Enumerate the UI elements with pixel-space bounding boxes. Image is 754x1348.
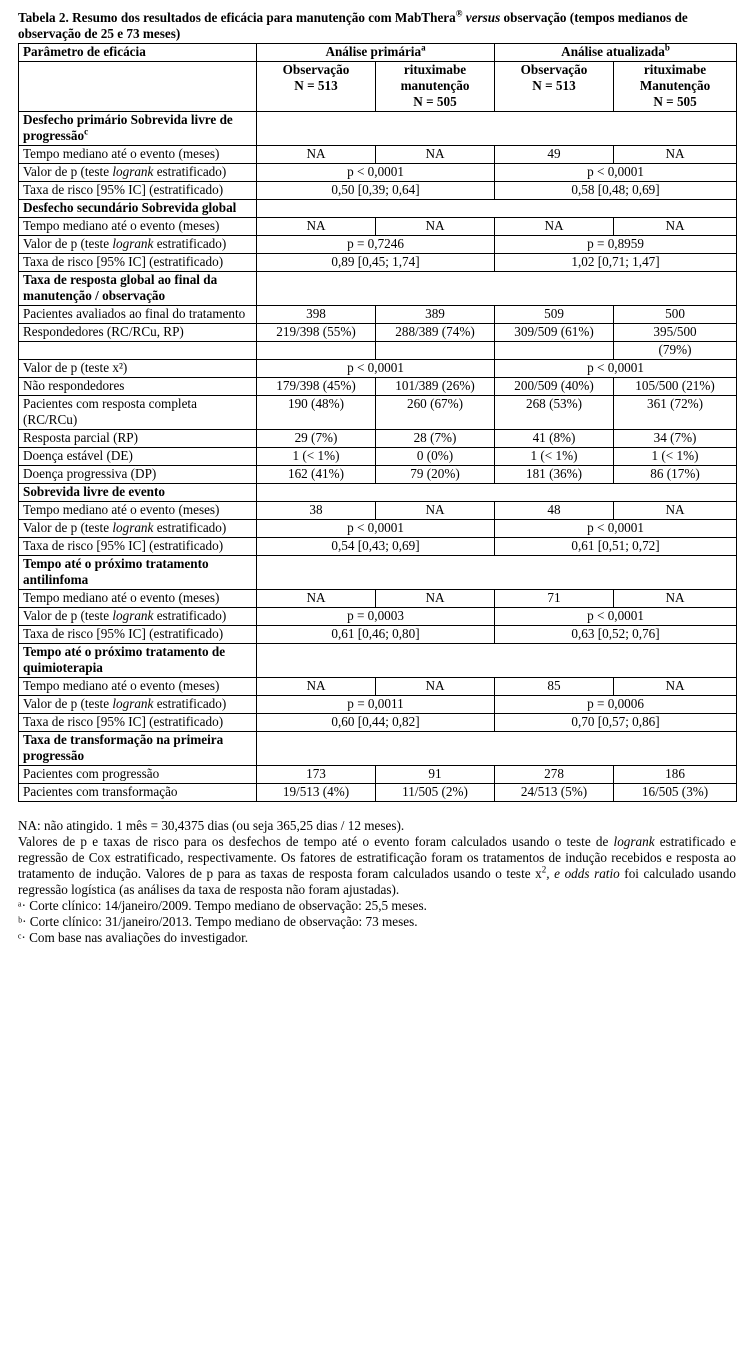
label-text: Pacientes com progressão (23, 766, 160, 781)
merged-value-cell: p < 0,0001 (495, 608, 737, 626)
caption-registered-mark: ® (455, 8, 463, 19)
section-label (19, 112, 257, 146)
value-cell: 268 (53%) (495, 396, 614, 430)
value-cell: NA (257, 678, 376, 696)
label-italic: logrank (112, 608, 154, 623)
label-italic: logrank (112, 236, 154, 251)
section-row (19, 112, 737, 146)
parameter-label (19, 538, 257, 556)
parameter-label (19, 608, 257, 626)
value-cell: 11/505 (2%) (376, 784, 495, 802)
table-row (19, 396, 737, 430)
value-cell: NA (614, 146, 737, 164)
value-cell: 200/509 (40%) (495, 378, 614, 396)
value-cell: 34 (7%) (614, 430, 737, 448)
value-cell: NA (376, 502, 495, 520)
section-label (19, 556, 257, 590)
footnote-na: NA: não atingido. 1 mês = 30,4375 dias (ou seja 365,25 dias / 12 meses). (18, 818, 405, 833)
merged-value-cell: 0,61 [0,46; 0,80] (257, 626, 495, 644)
merged-value-cell: 0,63 [0,52; 0,76] (495, 626, 737, 644)
section-empty-cell (257, 644, 737, 678)
value-cell: 85 (495, 678, 614, 696)
parameter-label (19, 696, 257, 714)
parameter-label (19, 146, 257, 164)
merged-value-cell: 0,50 [0,39; 0,64] (257, 182, 495, 200)
footnote-b: ᵇ· Corte clínico: 31/janeiro/2013. Tempo mediano de observação: 73 meses. (18, 914, 418, 929)
table-row (19, 378, 737, 396)
parameter-label (19, 714, 257, 732)
header-rit-updated (614, 62, 737, 112)
merged-value-cell: 0,70 [0,57; 0,86] (495, 714, 737, 732)
table-row (19, 714, 737, 732)
value-cell: 71 (495, 590, 614, 608)
value-cell: NA (614, 218, 737, 236)
value-cell: 186 (614, 766, 737, 784)
header-obs-updated-l2: N = 513 (532, 78, 576, 93)
table-row (19, 448, 737, 466)
caption-part1: Tabela 2. Resumo dos resultados de eficácia para manutenção com MabThera (18, 10, 456, 25)
header-updated-sup: b (664, 42, 670, 53)
header-rit-updated-l2: Manutenção (639, 78, 711, 93)
label-text: Desfecho secundário Sobrevida global (23, 200, 237, 215)
value-cell (257, 342, 376, 360)
value-cell: 162 (41%) (257, 466, 376, 484)
parameter-label (19, 324, 257, 342)
label-text: estratificado) (153, 520, 227, 535)
header-rit-primary-l2: manutenção (400, 78, 470, 93)
section-empty-cell (257, 732, 737, 766)
table-row (19, 520, 737, 538)
parameter-label (19, 164, 257, 182)
merged-value-cell: 0,58 [0,48; 0,69] (495, 182, 737, 200)
value-cell: 0 (0%) (376, 448, 495, 466)
value-cell: 24/513 (5%) (495, 784, 614, 802)
merged-value-cell: p < 0,0001 (257, 164, 495, 182)
header-updated-analysis (495, 44, 737, 62)
table-row (19, 608, 737, 626)
value-cell: 41 (8%) (495, 430, 614, 448)
section-row (19, 556, 737, 590)
section-label (19, 272, 257, 306)
merged-value-cell: 0,54 [0,43; 0,69] (257, 538, 495, 556)
value-cell: 389 (376, 306, 495, 324)
merged-value-cell: 1,02 [0,71; 1,47] (495, 254, 737, 272)
value-cell: 1 (< 1%) (257, 448, 376, 466)
value-cell: NA (495, 218, 614, 236)
label-text: Taxa de risco [95% IC] (estratificado) (23, 254, 224, 269)
parameter-label (19, 448, 257, 466)
footnote-pvalues-a: Valores de p e taxas de risco para os desfechos de tempo até o evento foram calculados usando o teste de (18, 834, 614, 849)
value-cell: 173 (257, 766, 376, 784)
value-cell: 219/398 (55%) (257, 324, 376, 342)
table-row (19, 502, 737, 520)
merged-value-cell: 0,89 [0,45; 1,74] (257, 254, 495, 272)
label-italic: logrank (112, 696, 154, 711)
parameter-label (19, 590, 257, 608)
footnote-pvalues-f: foi calculado usando regressão logística (as análises da taxa de resposta não foram ajustadas). (18, 866, 736, 897)
value-cell: NA (257, 146, 376, 164)
parameter-label (19, 466, 257, 484)
section-empty-cell (257, 556, 737, 590)
merged-value-cell: p = 0,0011 (257, 696, 495, 714)
label-text: Tempo mediano até o evento (meses) (23, 502, 220, 517)
section-empty-cell (257, 484, 737, 502)
header-rit-primary-l3: N = 505 (413, 94, 457, 109)
table-row (19, 590, 737, 608)
label-text: Valor de p (teste (23, 520, 113, 535)
efficacy-table (18, 43, 737, 802)
label-text: Valor de p (teste (23, 236, 113, 251)
label-text: Taxa de risco [95% IC] (estratificado) (23, 714, 224, 729)
parameter-label (19, 430, 257, 448)
section-row (19, 732, 737, 766)
value-cell: 86 (17%) (614, 466, 737, 484)
parameter-label (19, 218, 257, 236)
parameter-label (19, 342, 257, 360)
parameter-label (19, 626, 257, 644)
table-row (19, 538, 737, 556)
label-text: Pacientes com transformação (23, 784, 178, 799)
value-cell: 16/505 (3%) (614, 784, 737, 802)
section-label (19, 732, 257, 766)
value-cell: 105/500 (21%) (614, 378, 737, 396)
label-text: Não respondedores (23, 378, 125, 393)
value-cell: 288/389 (74%) (376, 324, 495, 342)
parameter-label (19, 182, 257, 200)
header-row-1 (19, 44, 737, 62)
label-text: Resposta parcial (RP) (23, 430, 138, 445)
section-row (19, 200, 737, 218)
value-cell: NA (614, 678, 737, 696)
label-text: Pacientes avaliados ao final do tratamento (23, 306, 246, 321)
header-primary-analysis (257, 44, 495, 62)
value-cell: (79%) (614, 342, 737, 360)
value-cell: 28 (7%) (376, 430, 495, 448)
value-cell: 29 (7%) (257, 430, 376, 448)
label-italic: logrank (112, 520, 154, 535)
merged-value-cell: 0,61 [0,51; 0,72] (495, 538, 737, 556)
label-text: Desfecho primário Sobrevida livre de progressão (23, 112, 233, 143)
parameter-label (19, 396, 257, 430)
footnote-a: ᵃ· Corte clínico: 14/janeiro/2009. Tempo mediano de observação: 25,5 meses. (18, 898, 427, 913)
label-text: Valor de p (teste (23, 608, 113, 623)
table-row (19, 164, 737, 182)
label-text: Tempo mediano até o evento (meses) (23, 590, 220, 605)
header-rit-updated-l3: N = 505 (653, 94, 697, 109)
table-row (19, 360, 737, 378)
merged-value-cell: p < 0,0001 (257, 520, 495, 538)
label-text: Taxa de risco [95% IC] (estratificado) (23, 626, 224, 641)
section-label (19, 644, 257, 678)
label-text: Taxa de transformação na primeira progressão (23, 732, 224, 763)
header-obs-primary (257, 62, 376, 112)
value-cell: NA (376, 146, 495, 164)
value-cell: 278 (495, 766, 614, 784)
parameter-label (19, 360, 257, 378)
label-text: Taxa de resposta global ao final da manutenção / observação (23, 272, 218, 303)
header-rit-updated-l1: rituximabe (643, 62, 707, 77)
value-cell: 91 (376, 766, 495, 784)
label-text: Tempo até o próximo tratamento de quimioterapia (23, 644, 226, 675)
section-empty-cell (257, 200, 737, 218)
label-text: Valor de p (teste (23, 164, 113, 179)
merged-value-cell: p = 0,8959 (495, 236, 737, 254)
value-cell: 19/513 (4%) (257, 784, 376, 802)
footnote-pvalues (18, 834, 736, 898)
header-obs-updated (495, 62, 614, 112)
label-text: Valor de p (teste x²) (23, 360, 128, 375)
footnote-c: ᶜ· Com base nas avaliações do investigador. (18, 930, 249, 945)
value-cell: NA (614, 590, 737, 608)
table-row (19, 766, 737, 784)
table-row (19, 182, 737, 200)
header-obs-updated-l1: Observação (520, 62, 588, 77)
parameter-label (19, 254, 257, 272)
header-obs-primary-l1: Observação (282, 62, 350, 77)
merged-value-cell: p < 0,0001 (257, 360, 495, 378)
label-text: Taxa de risco [95% IC] (estratificado) (23, 182, 224, 197)
label-text: estratificado) (153, 696, 227, 711)
value-cell (376, 342, 495, 360)
section-row (19, 272, 737, 306)
label-text: Pacientes com resposta completa (RC/RCu) (23, 396, 197, 427)
section-empty-cell (257, 272, 737, 306)
value-cell: NA (257, 590, 376, 608)
label-text: Taxa de risco [95% IC] (estratificado) (23, 538, 224, 553)
value-cell: 181 (36%) (495, 466, 614, 484)
value-cell: 38 (257, 502, 376, 520)
merged-value-cell: p < 0,0001 (495, 360, 737, 378)
footnote-pvalues-d: , e (546, 866, 565, 881)
header-primary-sup: a (421, 42, 426, 53)
label-text: Doença estável (DE) (23, 448, 133, 463)
value-cell: 101/389 (26%) (376, 378, 495, 396)
header-parameter: Parâmetro de eficácia (19, 44, 257, 62)
value-cell: NA (614, 502, 737, 520)
footnote-pvalues-logrank: logrank (613, 834, 655, 849)
merged-value-cell: p = 0,7246 (257, 236, 495, 254)
section-label (19, 484, 257, 502)
value-cell: 309/509 (61%) (495, 324, 614, 342)
parameter-label (19, 766, 257, 784)
merged-value-cell: 0,60 [0,44; 0,82] (257, 714, 495, 732)
table-row (19, 696, 737, 714)
section-row (19, 484, 737, 502)
value-cell: 361 (72%) (614, 396, 737, 430)
table-row (19, 146, 737, 164)
header-rit-primary-l1: rituximabe (403, 62, 467, 77)
parameter-label (19, 502, 257, 520)
header-row-2 (19, 62, 737, 112)
value-cell: 79 (20%) (376, 466, 495, 484)
parameter-label (19, 378, 257, 396)
header-updated-label: Análise atualizada (561, 44, 665, 59)
header-rit-primary (376, 62, 495, 112)
parameter-label (19, 306, 257, 324)
footnote-pvalues-c: estratificado e regressão de Cox estratificado, respectivamente. Os fatores de estratificação foram os tratamentos de indução recebidos e resposta ao tratamento de indução. Valores de p para as taxas de resposta foram calculados usando o teste x (18, 834, 736, 881)
table-row (19, 430, 737, 448)
value-cell: 395/500 (614, 324, 737, 342)
merged-value-cell: p < 0,0001 (495, 520, 737, 538)
label-text: Doença progressiva (DP) (23, 466, 157, 481)
label-text: Respondedores (RC/RCu, RP) (23, 324, 184, 339)
parameter-label (19, 678, 257, 696)
table-row (19, 324, 737, 342)
merged-value-cell: p = 0,0006 (495, 696, 737, 714)
footnotes (18, 818, 736, 946)
label-text: Sobrevida livre de evento (23, 484, 166, 499)
header-empty-cell (19, 62, 257, 112)
label-text: Tempo até o próximo tratamento antilinfoma (23, 556, 209, 587)
parameter-label (19, 520, 257, 538)
value-cell: 500 (614, 306, 737, 324)
table-row (19, 342, 737, 360)
label-text: Valor de p (teste (23, 696, 113, 711)
table-row (19, 306, 737, 324)
table-row (19, 218, 737, 236)
header-obs-primary-l2: N = 513 (294, 78, 338, 93)
table-body (19, 44, 737, 802)
value-cell: 190 (48%) (257, 396, 376, 430)
parameter-label (19, 784, 257, 802)
label-text: estratificado) (153, 608, 227, 623)
caption-part2: observação (tempos medianos de observação de 25 e 73 meses) (18, 10, 688, 41)
label-text: Tempo mediano até o evento (meses) (23, 146, 220, 161)
header-primary-label: Análise primária (325, 44, 422, 59)
table-row (19, 466, 737, 484)
value-cell: 49 (495, 146, 614, 164)
label-italic: logrank (112, 164, 154, 179)
value-cell: 260 (67%) (376, 396, 495, 430)
footnote-pvalues-sup: 2 (541, 864, 547, 875)
value-cell: 179/398 (45%) (257, 378, 376, 396)
value-cell (495, 342, 614, 360)
label-text: estratificado) (153, 236, 227, 251)
table-row (19, 678, 737, 696)
value-cell: NA (257, 218, 376, 236)
value-cell: 398 (257, 306, 376, 324)
label-text: Tempo mediano até o evento (meses) (23, 218, 220, 233)
value-cell: NA (376, 678, 495, 696)
label-text: estratificado) (153, 164, 227, 179)
value-cell: NA (376, 590, 495, 608)
table-row (19, 784, 737, 802)
caption-versus: versus (465, 10, 501, 25)
merged-value-cell: p < 0,0001 (495, 164, 737, 182)
table-row (19, 254, 737, 272)
table-row (19, 236, 737, 254)
section-label (19, 200, 257, 218)
parameter-label (19, 236, 257, 254)
footnote-pvalues-oddsratio: odds ratio (564, 866, 620, 881)
section-row (19, 644, 737, 678)
label-sup: c (84, 126, 89, 137)
section-empty-cell (257, 112, 737, 146)
label-text: Tempo mediano até o evento (meses) (23, 678, 220, 693)
value-cell: 48 (495, 502, 614, 520)
value-cell: 509 (495, 306, 614, 324)
table-caption (18, 10, 736, 42)
value-cell: 1 (< 1%) (495, 448, 614, 466)
table-row (19, 626, 737, 644)
merged-value-cell: p = 0,0003 (257, 608, 495, 626)
value-cell: 1 (< 1%) (614, 448, 737, 466)
value-cell: NA (376, 218, 495, 236)
